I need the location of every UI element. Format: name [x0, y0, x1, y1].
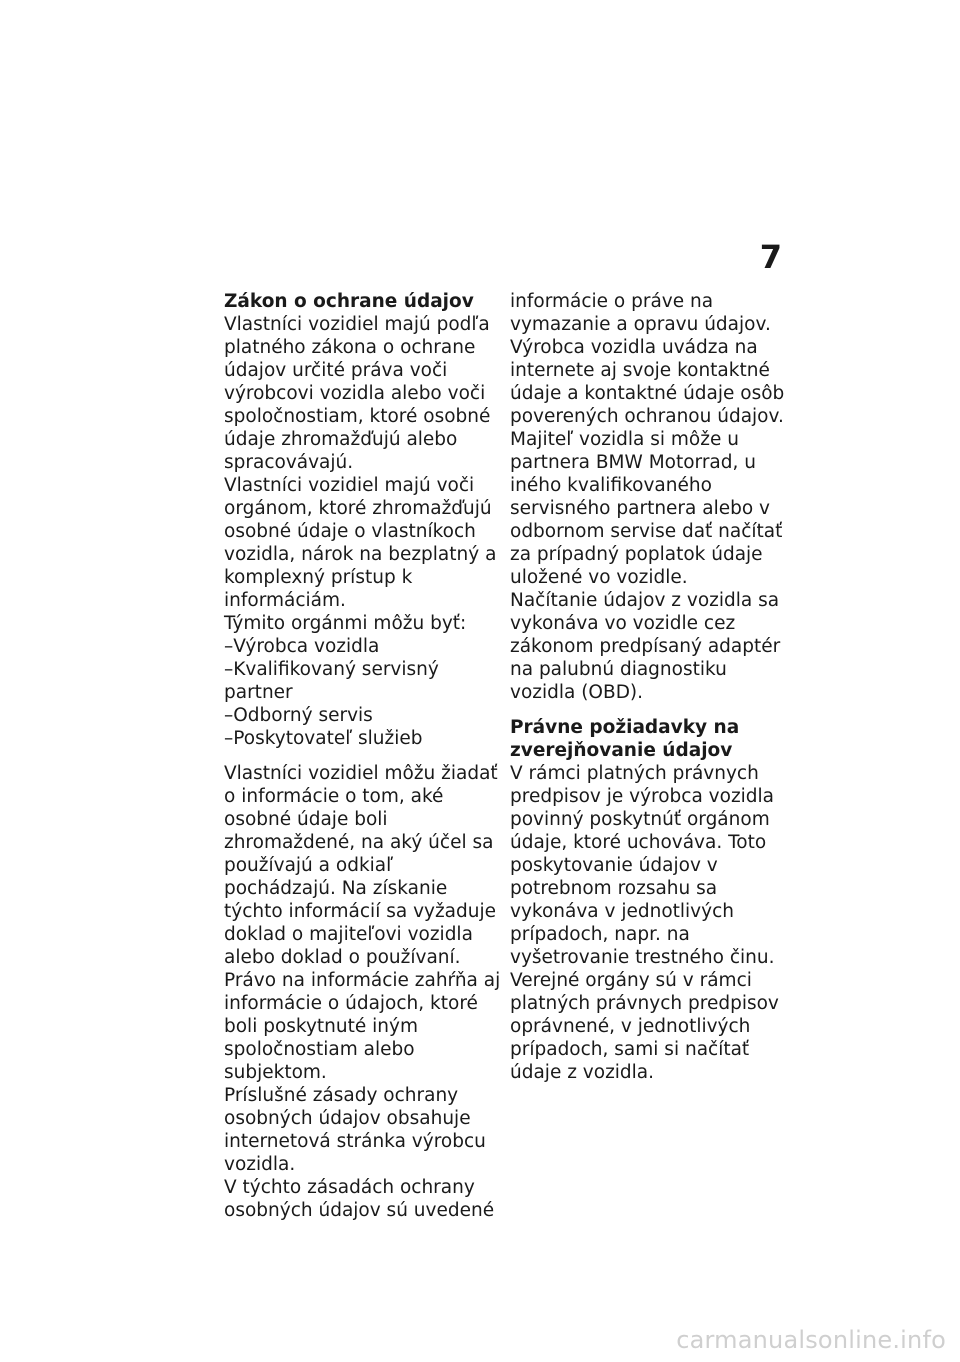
section-heading-legal-requirements: Právne požiadavky na zverejňovanie údajov: [510, 717, 740, 761]
spacer: [510, 704, 795, 716]
list-item: –Odborný servis: [224, 705, 373, 726]
spacer: [224, 750, 509, 762]
paragraph: Právo na informácie zahŕňa aj informácie o údajoch, ktoré boli poskytnuté iným spoločnostiam alebo subjektom.: [224, 970, 501, 1083]
section-heading-data-protection: Zákon o ochrane údajov: [224, 291, 474, 312]
paragraph: Týmito orgánmi môžu byť:: [224, 613, 467, 634]
paragraph: informácie o práve na vymazanie a opravu údajov. Výrobca vozidla uvádza na internete aj svoje kontaktné údaje a kontaktné údaje osôb poverených ochranou údajov.: [510, 291, 785, 427]
left-column: [224, 290, 509, 1222]
right-column: [510, 290, 795, 1084]
paragraph: V týchto zásadách ochrany osobných údajov sú uvedené: [224, 1177, 495, 1221]
bodies-list: [224, 635, 509, 750]
paragraph: Vlastníci vozidiel majú podľa platného zákona o ochrane údajov určité práva voči výrobcovi vozidla alebo voči spoločnostiam, ktoré osobné údaje zhromažďujú alebo spracovávajú.: [224, 314, 491, 473]
watermark: carmanualsonline.info: [676, 1326, 946, 1354]
paragraph: Vlastníci vozidiel môžu žiadať o informácie o tom, aké osobné údaje boli zhromaždené, na aký účel sa používajú a odkiaľ pochádzajú. Na získanie týchto informácií sa vyžaduje doklad o majiteľovi vozidla alebo doklad o používaní.: [224, 763, 498, 968]
paragraph: Majiteľ vozidla si môže u partnera BMW Motorrad, u iného kvalifikovaného servisného partnera alebo v odbornom servise dať načítať za prípadný poplatok údaje uložené vo vozidle.: [510, 429, 783, 588]
list-item: –Výrobca vozidla: [224, 636, 380, 657]
paragraph: Verejné orgány sú v rámci platných právnych predpisov oprávnené, v jednotlivých prípadoch, sami si načítať údaje z vozidla.: [510, 970, 779, 1083]
paragraph: Načítanie údajov z vozidla sa vykonáva vo vozidle cez zákonom predpísaný adaptér na palubnú diagnostiku vozidla (OBD).: [510, 590, 781, 703]
paragraph: Príslušné zásady ochrany osobných údajov obsahuje internetová stránka výrobcu vozidla.: [224, 1085, 486, 1175]
list-item: –Kvalifikovaný servisný partner: [224, 659, 439, 703]
paragraph: Vlastníci vozidiel majú voči orgánom, ktoré zhromažďujú osobné údaje o vlastníkoch vozidla, nárok na bezplatný a komplexný prístup k informáciám.: [224, 475, 497, 611]
paragraph: V rámci platných právnych predpisov je výrobca vozidla povinný poskytnúť orgánom údaje, ktoré uchováva. Toto poskytovanie údajov v potrebnom rozsahu sa vykonáva v jednotlivých prípadoch, napr. na vyšetrovanie trestného činu.: [510, 763, 775, 968]
page-number: 7: [759, 238, 782, 276]
list-item: –Poskytovateľ služieb: [224, 728, 423, 749]
